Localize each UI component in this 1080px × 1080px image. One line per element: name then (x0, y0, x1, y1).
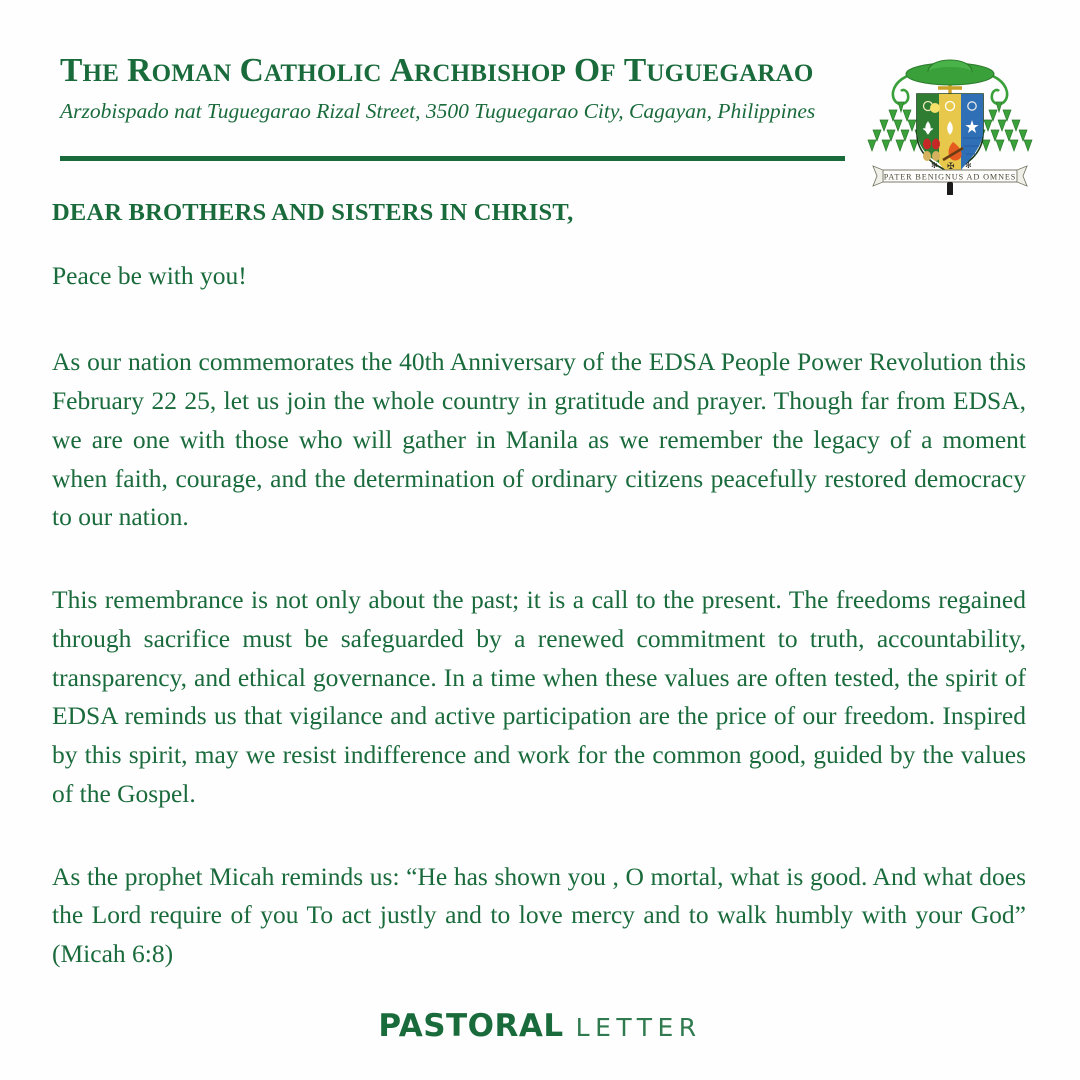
header-divider (60, 156, 845, 161)
greeting-paragraph: Peace be with you! (52, 260, 247, 290)
organization-address: Arzobispado nat Tuguegarao Rizal Street, 3500 Tuguegarao City, Cagayan, Philippines (60, 98, 816, 123)
paragraph-2: This remembrance is not only about the past; it is a call to the present. The freedoms regained through sacrifice must be safeguarded by a renewed commitment to truth, accountability, transparency, and ethical governance. In a time when these values are often tested, the spirit of EDSA reminds us that vigilance and active participation are the price of our freedom. Inspired by this spirit, may we resist indifference and work for the common good, guided by the values of the Gospel. (52, 585, 1026, 808)
paragraph-1: As our nation commemorates the 40th Anniversary of the EDSA People Power Revolution this February 22 25, let us join the whole country in gratitude and prayer. Though far from EDSA, we are one with those who will gather in Manila as we remember the legacy of a moment when faith, courage, and the determination of ordinary citizens peacefully restored democracy to our nation. (52, 347, 1026, 532)
paragraph-3-micah-quote: As the prophet Micah reminds us: “He has shown you , O mortal, what is good. And what does the Lord require of you To act justly and to love mercy and to walk humbly with your God” (Micah 6:8) (52, 861, 1026, 969)
svg-text:✠: ✠ (947, 161, 955, 171)
letter-body (52, 198, 1026, 974)
letterhead (60, 52, 1020, 182)
svg-text:✻: ✻ (931, 161, 938, 170)
organization-title: THE ROMAN CATHOLIC ARCHBISHOP OF TUGUEGARAO (60, 52, 814, 89)
footer-title-letter: LETTER (575, 1013, 702, 1042)
svg-text:✻: ✻ (965, 161, 972, 170)
coat-of-arms-icon (865, 30, 1035, 195)
salutation: DEAR BROTHERS AND SISTERS IN CHRIST, (52, 199, 574, 226)
emblem-motto-text: PATER BENIGNUS AD OMNES (883, 172, 1017, 182)
footer (0, 1008, 1080, 1044)
footer-title-pastoral: PASTORAL (378, 1008, 564, 1044)
letterhead-text (60, 52, 860, 124)
